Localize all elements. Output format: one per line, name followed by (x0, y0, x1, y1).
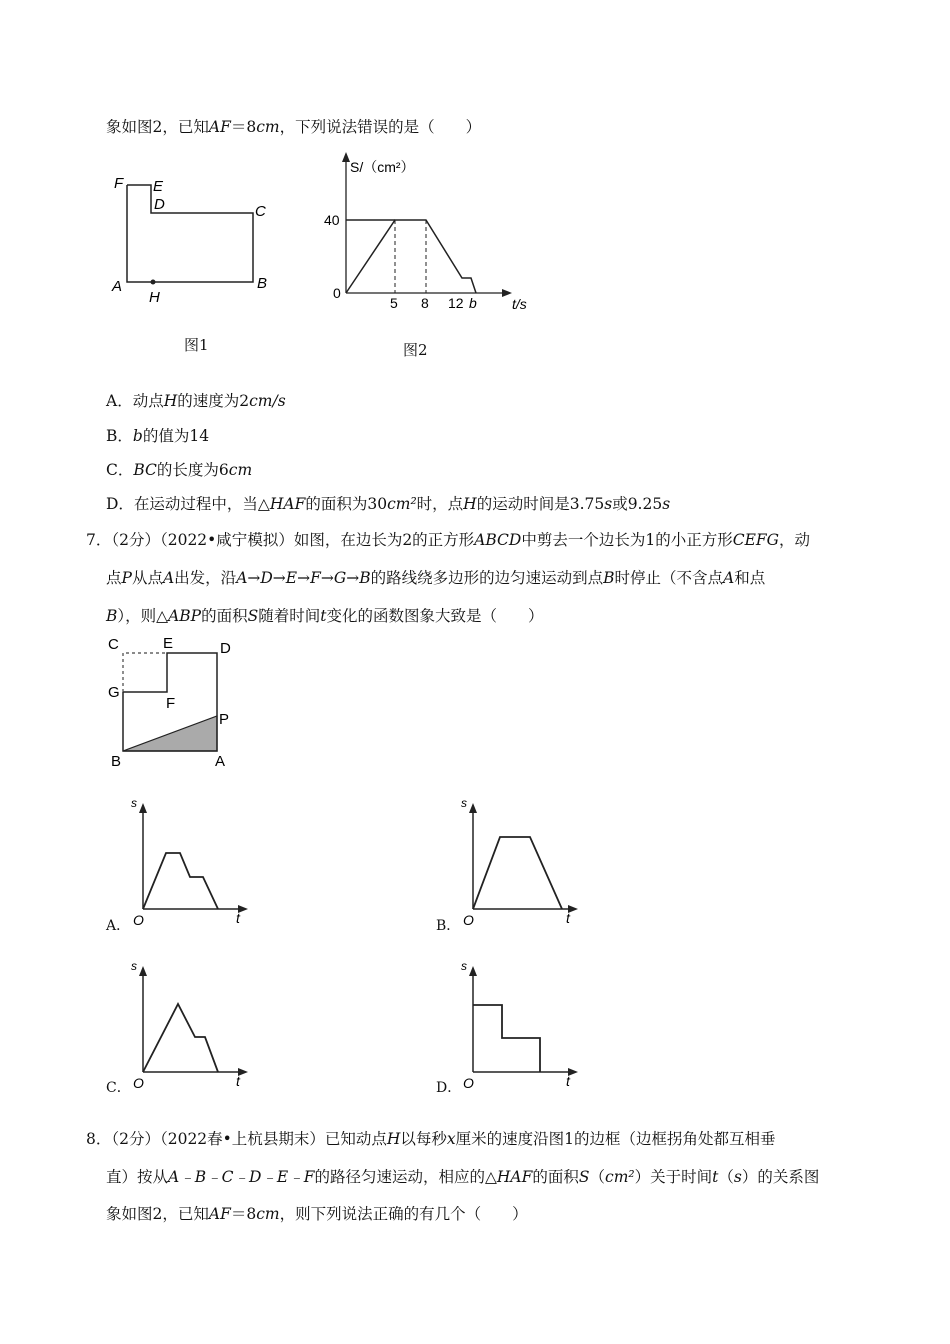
figure-1-frame (105, 170, 285, 310)
q8-stem-line2: 直）按从A﹣B﹣C﹣D﹣E﹣F的路径匀速运动，相应的△HAF的面积S（cm²）关于时间t（s）的关系图 (106, 1168, 820, 1186)
fig3-label-A: A (215, 753, 226, 770)
graph-b-axis-s: s (461, 796, 467, 810)
option-graph-b (458, 795, 588, 933)
fig2-origin: 0 (333, 285, 341, 301)
fig2-x-tick-b: b (469, 295, 477, 311)
fig1-label-B: B (257, 275, 268, 292)
fig3-label-G: G (108, 684, 120, 701)
figure-3-square (104, 634, 244, 772)
graph-b-origin: O (463, 912, 474, 928)
graph-option-b-label: B． (436, 918, 461, 934)
fig2-x-tick-8: 8 (421, 295, 429, 311)
graph-a-axis-s: s (131, 796, 137, 810)
q8-stem-line3: 象如图2，已知AF＝8cm，则下列说法正确的有几个（ ） (106, 1205, 528, 1223)
graph-option-a-label: A． (106, 918, 131, 934)
fig1-label-F: F (114, 175, 124, 192)
graph-d-origin: O (463, 1075, 474, 1091)
q6-option-a: A．动点H的速度为2cm/s (106, 392, 286, 410)
fig3-label-B: B (111, 753, 122, 770)
fig1-label-E: E (153, 178, 164, 195)
fig3-label-P: P (219, 711, 230, 728)
graph-a-origin: O (133, 912, 144, 928)
fig2-x-tick-12: 12 (448, 295, 464, 311)
fig2-x-axis-label: t/s (512, 296, 527, 312)
q6-option-c: C．BC的长度为6cm (106, 461, 253, 479)
graph-option-d-label: D． (436, 1080, 462, 1096)
graph-b-axis-t: t (566, 910, 570, 926)
option-graph-c (128, 958, 258, 1096)
fig1-label-C: C (255, 203, 266, 220)
q6-option-d: D．在运动过程中，当△HAF的面积为30cm²时，点H的运动时间是3.75s或9.25s (106, 495, 671, 513)
q7-stem-line2: 点P从点A出发，沿A→D→E→F→G→B的路线绕多边形的边匀速运动到点B时停止（不含点A和点 (106, 569, 766, 587)
fig2-x-tick-5: 5 (390, 295, 398, 311)
graph-a-axis-t: t (236, 910, 240, 926)
fig1-label-A: A (112, 278, 123, 295)
fig2-y-axis-label: S/（cm²） (350, 159, 415, 175)
graph-d-axis-t: t (566, 1073, 570, 1089)
fig3-label-D: D (220, 640, 231, 657)
graph-c-axis-s: s (131, 959, 137, 973)
q7-stem-line1: 7．（2分）（2022•咸宁模拟）如图，在边长为2的正方形ABCD中剪去一个边长为1的小正方形CEFG，动 (86, 531, 811, 549)
figure-2-graph (320, 148, 550, 318)
fig1-label-H: H (149, 289, 160, 306)
q8-stem-line1: 8．（2分）（2022春•上杭县期末）已知动点H以每秒x厘米的速度沿图1的边框（边框拐角处都互相垂 (86, 1130, 776, 1148)
fig3-label-C: C (108, 636, 119, 653)
option-graph-a (128, 795, 258, 933)
fig3-label-E: E (163, 635, 174, 652)
graph-d-axis-s: s (461, 959, 467, 973)
option-graph-d (458, 958, 588, 1096)
graph-option-c-label: C． (106, 1080, 131, 1096)
graph-c-origin: O (133, 1075, 144, 1091)
fig2-y-tick-40: 40 (324, 212, 340, 228)
q7-stem-line3: B），则△ABP的面积S随着时间t变化的函数图象大致是（ ） (106, 607, 544, 625)
figure-2-caption: 图2 (403, 341, 428, 359)
figure-1-caption: 图1 (184, 336, 209, 354)
graph-c-axis-t: t (236, 1073, 240, 1089)
q6-stem-tail: 象如图2，已知AF＝8cm，下列说法错误的是（ ） (106, 118, 482, 136)
fig3-label-F: F (166, 695, 176, 712)
fig1-label-D: D (154, 196, 165, 213)
q6-option-b: B．b的值为14 (106, 427, 210, 445)
